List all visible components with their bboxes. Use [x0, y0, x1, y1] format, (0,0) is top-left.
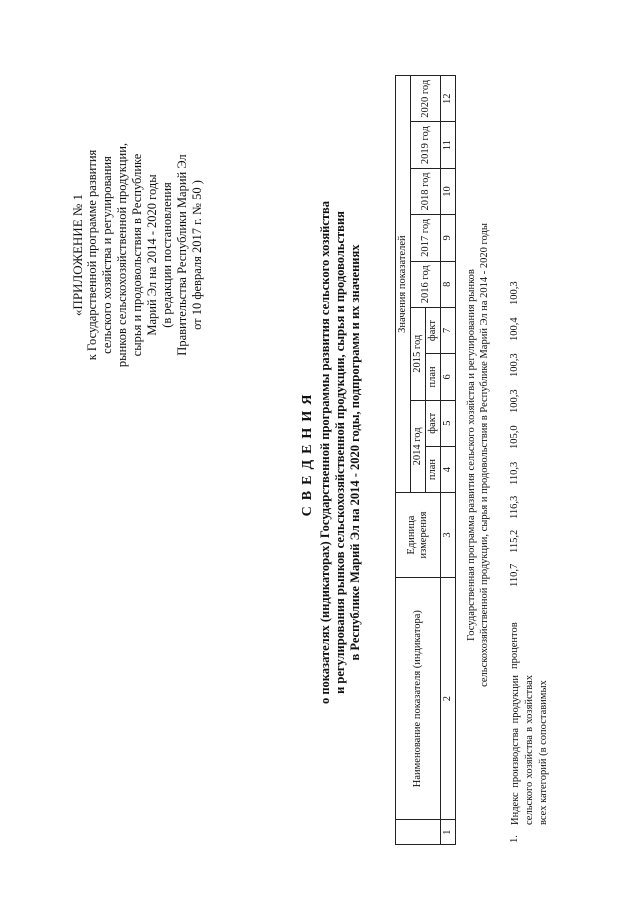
- column-number: 8: [441, 261, 456, 307]
- year-2016-header: 2016 год: [411, 261, 441, 307]
- row-number: 1.: [509, 835, 520, 843]
- column-number: 6: [441, 354, 456, 400]
- row-value: 116,3: [509, 495, 520, 519]
- row-value: 110,3: [509, 461, 520, 485]
- column-number: 10: [441, 168, 456, 214]
- year-2020-header: 2020 год: [411, 76, 441, 123]
- appendix-header: [70, 90, 205, 420]
- row-unit: процентов: [509, 622, 520, 669]
- plan-header: план: [426, 446, 441, 492]
- year-2015-header: 2015 год: [411, 307, 426, 400]
- column-number: 1: [441, 820, 456, 845]
- row-value: 100,3: [509, 281, 520, 305]
- row-value: 110,7: [509, 563, 520, 587]
- column-number: 2: [441, 577, 456, 820]
- program-title-line: Государственная программа развития сельского хозяйства и регулирования рынков: [466, 269, 477, 641]
- subtitle-line: о показателях (индикаторах) Государственной программы развития сельского хозяйства: [318, 200, 332, 705]
- appendix-line: Марий Эл на 2014 - 2020 годы: [145, 174, 159, 336]
- fact-header: факт: [426, 400, 441, 446]
- column-number: 7: [441, 307, 456, 353]
- program-title-line: сельскохозяйственной продукции, сырья и продовольствия в Республике Марий Эл на 2014 - 2020 годы: [479, 223, 490, 687]
- year-2018-header: 2018 год: [411, 168, 441, 214]
- appendix-line: (в редакции постановления: [160, 182, 174, 328]
- indicators-table: [395, 75, 456, 845]
- table-row: [505, 0, 615, 905]
- appendix-line: от 10 февраля 2017 г. № 50 ): [190, 180, 204, 330]
- appendix-line: к Государственной программе развития: [85, 149, 99, 361]
- column-number: 3: [441, 493, 456, 578]
- row-value: 100,3: [509, 353, 520, 377]
- appendix-line: сельского хозяйства и регулирования: [100, 156, 114, 354]
- col-number-header: [396, 820, 441, 845]
- row-value: 115,2: [509, 529, 520, 553]
- row-value: 100,4: [509, 317, 520, 341]
- plan-header: план: [426, 354, 441, 400]
- year-2019-header: 2019 год: [411, 122, 441, 168]
- appendix-line: «ПРИЛОЖЕНИЕ № 1: [70, 193, 85, 317]
- column-number: 11: [441, 122, 456, 168]
- row-indicator-name: Индекс производства продукции сельского хозяйства в хозяйствах всех категорий (в сопоставимых: [510, 675, 549, 825]
- fact-header: факт: [426, 307, 441, 353]
- table-header-row: [396, 76, 411, 845]
- appendix-line: рынков сельскохозяйственной продукции,: [115, 142, 129, 368]
- col-unit-header: Единица измерения: [396, 493, 441, 578]
- document-heading: СВЕДЕНИЯ: [300, 388, 315, 517]
- row-value: 105,0: [509, 425, 520, 449]
- column-number: 9: [441, 215, 456, 261]
- column-number: 4: [441, 446, 456, 492]
- subtitle-line: и регулирования рынков сельскохозяйственной продукции, сырья и продовольствия: [333, 211, 347, 694]
- appendix-line: Правительства Республики Марий Эл: [175, 154, 189, 356]
- column-number: 5: [441, 400, 456, 446]
- appendix-line: сырья и продовольствия в Республике: [130, 153, 144, 357]
- row-value: 100,3: [509, 389, 520, 413]
- year-2014-header: 2014 год: [411, 400, 426, 493]
- column-numbers-row: [441, 76, 456, 845]
- program-title: [465, 165, 491, 745]
- col-values-header: Значения показателей: [396, 76, 411, 493]
- document-subtitle: [318, 120, 363, 785]
- subtitle-line: в Республике Марий Эл на 2014 - 2020 годы, подпрограмм и их значениях: [348, 244, 362, 661]
- col-name-header: Наименование показателя (индикатора): [396, 577, 441, 820]
- year-2017-header: 2017 год: [411, 215, 441, 261]
- column-number: 12: [441, 76, 456, 123]
